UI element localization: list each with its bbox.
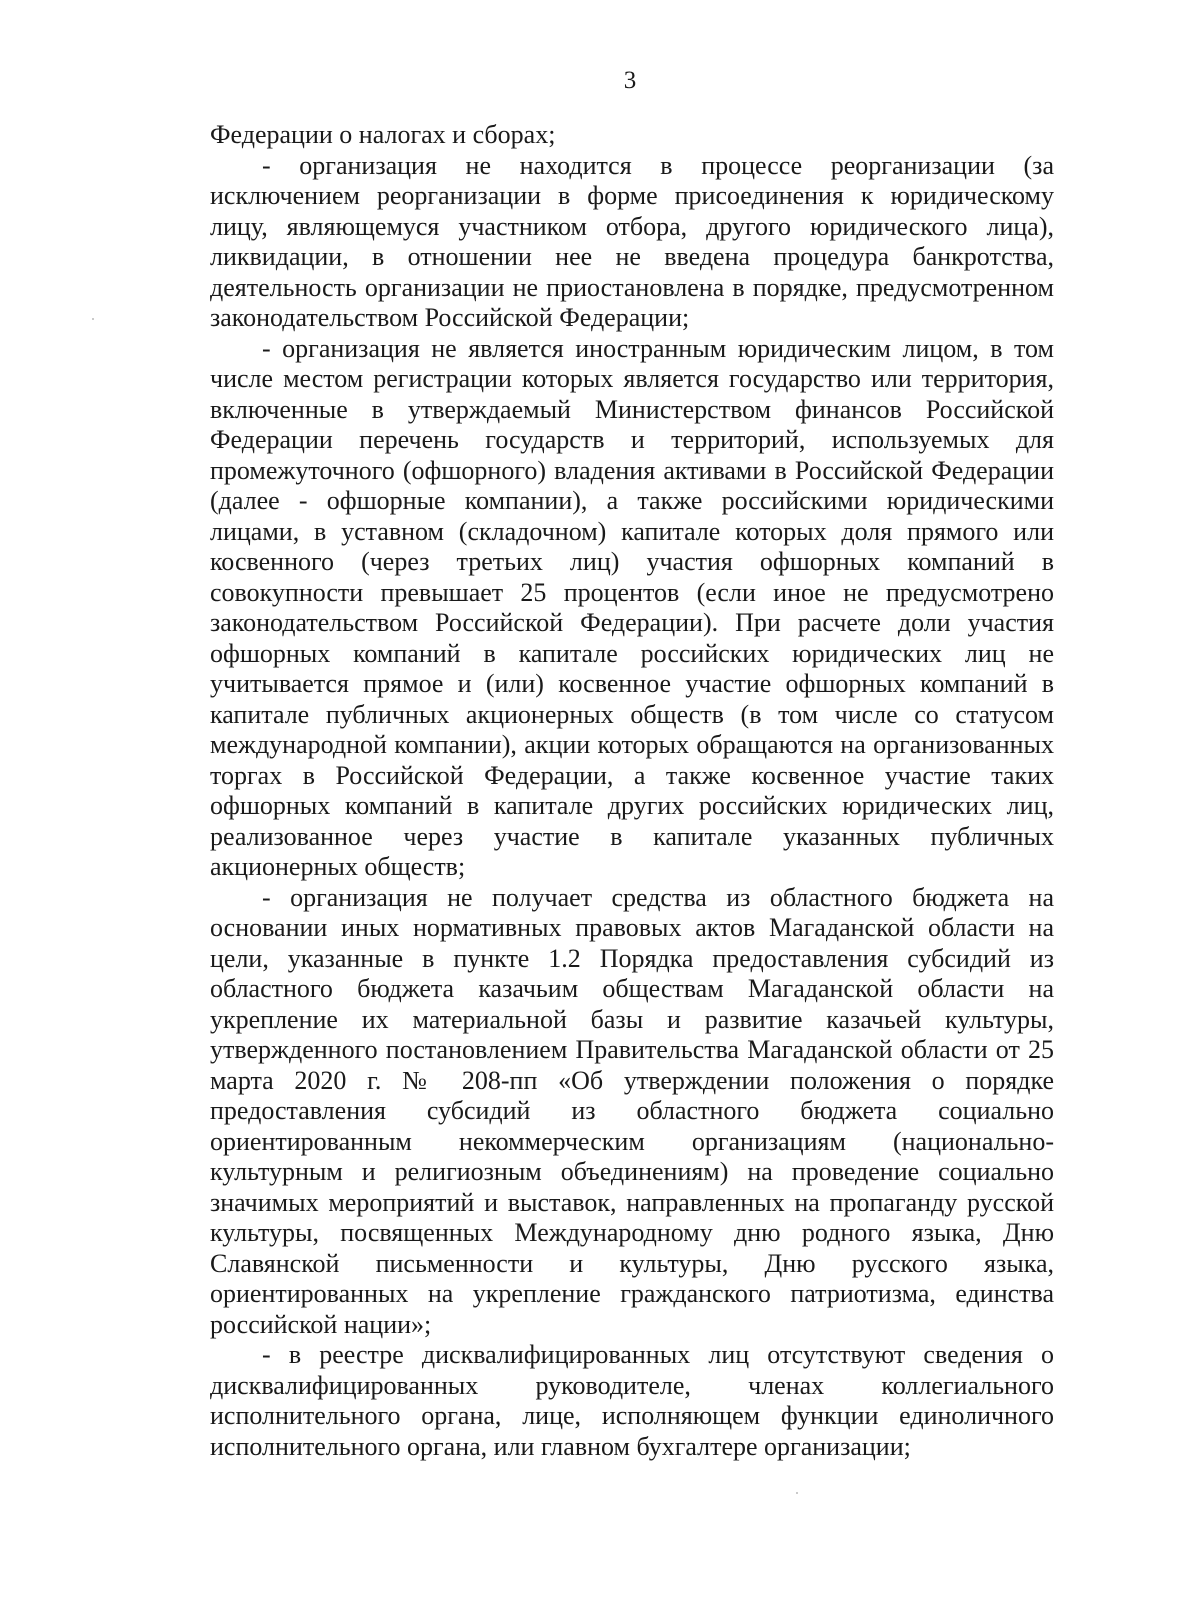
page-number: 3 — [623, 67, 637, 94]
paragraph-reorganization: - организация не находится в процессе реорганизации (за исключением реорганизации в форме присоединения к юридическому лицу, являющемуся участником отбора, другого юридического лица), ликвидации, в отношении нее не введена процедура банкротства, деятельность организации не приостановлена в порядке, предусмотренном законодательством Российской Федерации; — [210, 150, 1054, 332]
scan-speck — [796, 1492, 798, 1494]
paragraph-offshore: - организация не является иностранным юридическим лицом, в том числе местом регистрации которых является государство или территория, включенные в утверждаемый Министерством финансов Российской Федерации перечень государств и территорий, используемых для промежуточного (офшорного) владения активами в Российской Федерации (далее - офшорные компании), а также российскими юридическими лицами, в уставном (складочном) капитале которых доля прямого или косвенного (через третьих лиц) участия офшорных компаний в совокупности превышает 25 процентов (если иное не предусмотрено законодательством Российской Федерации). При расчете доли участия офшорных компаний в капитале российских юридических лиц не учитывается прямое и (или) косвенное участие офшорных компаний в капитале публичных акционерных обществ (в том числе со статусом международной компании), акции которых обращаются на организованных торгах в Российской Федерации, а также косвенное участие таких офшорных компаний в капитале других российских юридических лиц, реализованное через участие в капитале указанных публичных акционерных обществ; — [210, 333, 1054, 881]
document-body — [210, 120, 1054, 1462]
paragraph-regional-budget: - организация не получает средства из областного бюджета на основании иных нормативных правовых актов Магаданской области на цели, указанные в пункте 1.2 Порядка предоставления субсидий из областного бюджета казачьим обществам Магаданской области на укрепление их материальной базы и развитие казачьей культуры, утвержденного постановлением Правительства Магаданской области от 25 марта 2020 г. № 208-пп «Об утверждении положения о порядке предоставления субсидий из областного бюджета социально ориентированным некоммерческим организациям (национально-культурным и религиозным объединениям) на проведение социально значимых мероприятий и выставок, направленных на пропаганду русской культуры, посвященных Международному дню родного языка, Дню Славянской письменности и культуры, Дню русского языка, ориентированных на укрепление гражданского патриотизма, единства российской нации»; — [210, 882, 1054, 1339]
scan-speck — [92, 318, 94, 320]
paragraph-disqualified-persons: - в реестре дисквалифицированных лиц отсутствуют сведения о дисквалифицированных руководителе, членах коллегиального исполнительного органа, лице, исполняющем функции единоличного исполнительного органа, или главном бухгалтере организации; — [210, 1340, 1054, 1461]
paragraph-continuation: Федерации о налогах и сборах; — [210, 120, 556, 149]
